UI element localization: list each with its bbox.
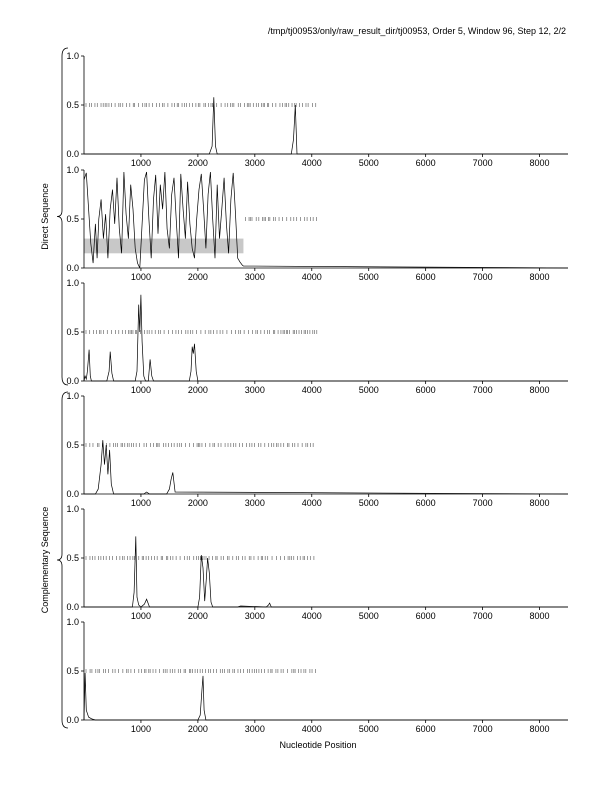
x-tick-label: 1000 [130, 724, 151, 734]
x-tick-label: 8000 [529, 611, 550, 621]
series-line [84, 673, 568, 720]
x-tick-label: 7000 [472, 385, 493, 395]
x-tick-label: 3000 [244, 724, 265, 734]
x-tick-label: 4000 [301, 611, 322, 621]
y-tick-label: 1.0 [66, 278, 79, 288]
x-tick-label: 1000 [130, 611, 151, 621]
x-tick-label: 2000 [187, 498, 208, 508]
x-tick-label: 6000 [415, 385, 436, 395]
x-tick-label: 6000 [415, 724, 436, 734]
x-tick-label: 6000 [415, 158, 436, 168]
x-tick-label: 7000 [472, 272, 493, 282]
x-tick-label: 4000 [301, 385, 322, 395]
x-tick-label: 2000 [187, 158, 208, 168]
x-tick-label: 1000 [130, 158, 151, 168]
x-tick-label: 8000 [529, 158, 550, 168]
y-tick-label: 0.5 [66, 100, 79, 110]
x-tick-label: 2000 [187, 385, 208, 395]
x-tick-label: 7000 [472, 724, 493, 734]
x-tick-label: 5000 [358, 498, 379, 508]
y-tick-label: 1.0 [66, 165, 79, 175]
x-tick-label: 6000 [415, 498, 436, 508]
y-tick-label: 1.0 [66, 391, 79, 401]
x-tick-label: 5000 [358, 611, 379, 621]
x-tick-label: 2000 [187, 611, 208, 621]
y-tick-label: 0.5 [66, 440, 79, 450]
panel-2 [66, 165, 568, 282]
series-line [84, 440, 568, 494]
y-tick-label: 1.0 [66, 617, 79, 627]
x-tick-label: 4000 [301, 724, 322, 734]
group-label-complementary: Complementary Sequence [40, 506, 50, 614]
x-tick-label: 1000 [130, 272, 151, 282]
x-tick-label: 7000 [472, 611, 493, 621]
labels-layer [40, 48, 357, 750]
x-tick-label: 3000 [244, 272, 265, 282]
x-tick-label: 5000 [358, 272, 379, 282]
x-tick-label: 8000 [529, 385, 550, 395]
x-tick-label: 2000 [187, 724, 208, 734]
y-tick-label: 0.5 [66, 553, 79, 563]
x-tick-label: 3000 [244, 498, 265, 508]
panel-3 [66, 278, 568, 395]
x-tick-label: 6000 [415, 611, 436, 621]
series-line [84, 172, 568, 268]
y-tick-label: 1.0 [66, 51, 79, 61]
x-tick-label: 1000 [130, 385, 151, 395]
x-tick-label: 4000 [301, 272, 322, 282]
series-line [84, 536, 568, 607]
y-tick-label: 0.5 [66, 666, 79, 676]
x-tick-label: 4000 [301, 498, 322, 508]
x-tick-label: 5000 [358, 385, 379, 395]
x-tick-label: 2000 [187, 272, 208, 282]
y-tick-label: 0.0 [66, 149, 79, 159]
y-tick-label: 0.0 [66, 715, 79, 725]
x-tick-label: 8000 [529, 498, 550, 508]
x-tick-label: 6000 [415, 272, 436, 282]
panels-layer [66, 51, 568, 734]
x-tick-label: 7000 [472, 498, 493, 508]
x-axis-title: Nucleotide Position [279, 740, 357, 750]
panel-5 [66, 504, 568, 621]
x-tick-label: 4000 [301, 158, 322, 168]
x-tick-label: 3000 [244, 611, 265, 621]
x-tick-label: 3000 [244, 158, 265, 168]
y-tick-label: 0.0 [66, 263, 79, 273]
panel-4 [66, 391, 568, 508]
y-tick-label: 0.5 [66, 214, 79, 224]
y-tick-label: 0.0 [66, 376, 79, 386]
x-tick-label: 5000 [358, 158, 379, 168]
y-tick-label: 0.0 [66, 489, 79, 499]
x-tick-label: 5000 [358, 724, 379, 734]
series-line [84, 295, 568, 381]
y-tick-label: 0.5 [66, 327, 79, 337]
panel-1 [66, 51, 568, 168]
x-tick-label: 8000 [529, 724, 550, 734]
x-tick-label: 8000 [529, 272, 550, 282]
group-label-direct: Direct Sequence [40, 183, 50, 250]
chart-header-title: /tmp/tj00953/only/raw_result_dir/tj00953, Order 5, Window 96, Step 12, 2/2 [267, 26, 566, 36]
panel-6 [66, 617, 568, 734]
y-tick-label: 0.0 [66, 602, 79, 612]
x-tick-label: 3000 [244, 385, 265, 395]
x-tick-label: 7000 [472, 158, 493, 168]
x-tick-label: 1000 [130, 498, 151, 508]
y-tick-label: 1.0 [66, 504, 79, 514]
